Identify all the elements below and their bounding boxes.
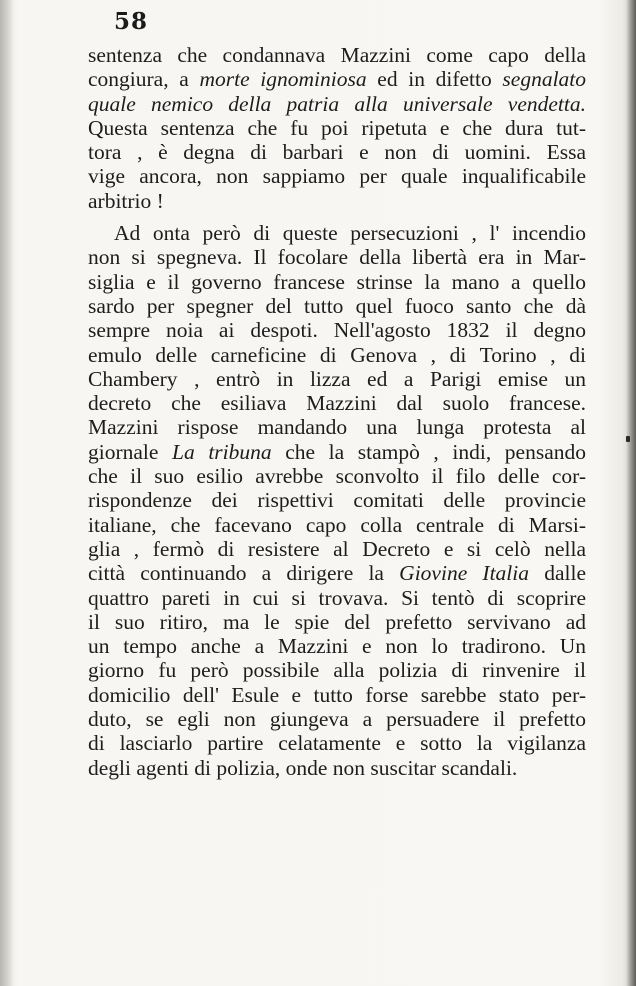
text-line [88, 756, 586, 780]
text-line [88, 683, 586, 707]
italic-text: segnalato [502, 67, 587, 92]
text-line [88, 189, 586, 213]
italic-text: La tribuna [172, 439, 272, 464]
text-line [88, 43, 586, 67]
text-run: sentenza che condannava Mazzini come capo della [88, 43, 586, 67]
text-line [88, 92, 586, 116]
text-run: giornale [88, 439, 173, 464]
paragraph [88, 221, 586, 780]
ink-speck [626, 436, 630, 442]
text-run: Questa sentenza che fu poi ripetuta e che dura tut- [88, 115, 586, 140]
text-line [88, 731, 586, 755]
text-line [88, 294, 586, 318]
text-run: duto, se egli non giungeva a persuadere il prefetto [88, 707, 586, 732]
text-line [88, 658, 586, 682]
text-run: che la stampò , indi, pensando [271, 439, 586, 464]
text-line [88, 610, 586, 634]
text-run: glia , fermò di resistere al Decreto e si celò nella [88, 536, 586, 561]
text-run: un tempo anche a Mazzini e non lo tradirono. Un [88, 634, 586, 659]
text-run: città continuando a dirigere la [88, 561, 400, 586]
page-number: 58 [114, 8, 149, 35]
text-run: Ad onta però di queste persecuzioni , l' incendio [114, 221, 586, 246]
text-run: decreto che esiliava Mazzini dal suolo francese. [88, 391, 586, 416]
text-line [88, 415, 586, 439]
text-run: siglia e il governo francese strinse la mano a quello [88, 269, 586, 294]
text-line [88, 440, 586, 464]
text-line [88, 343, 586, 367]
page-edge-shadow [626, 0, 636, 986]
text-line [88, 164, 586, 188]
italic-text: morte ignominiosa [199, 67, 367, 92]
italic-text: Giovine Italia [399, 561, 530, 586]
text-line [88, 67, 586, 91]
text-line [88, 634, 586, 658]
text-run: degli agenti di polizia, onde non suscitar scandali. [88, 755, 518, 780]
text-line [88, 513, 586, 537]
text-run: tora , è degna di barbari e non di uomini. Essa [88, 140, 586, 165]
text-run: di lasciarlo partire celatamente e sotto la vigilanza [88, 731, 586, 756]
text-run: il suo ritiro, ma le spie del prefetto servivano ad [88, 609, 586, 634]
text-run: domicilio dell' Esule e tutto forse sarebbe stato per- [88, 682, 586, 707]
text-run: arbitrio ! [88, 188, 164, 213]
text-line [88, 464, 586, 488]
paragraph-gap [88, 213, 586, 221]
text-line [88, 116, 586, 140]
text-run: dalle [529, 561, 586, 586]
text-run: quattro pareti in cui si trovava. Si tentò di scoprire [88, 585, 586, 610]
text-line [88, 318, 586, 342]
text-line [88, 561, 586, 585]
text-run: Chambery , entrò in lizza ed a Parigi emise un [88, 366, 586, 391]
text-line [88, 367, 586, 391]
text-run: emulo delle carneficine di Genova , di Torino , di [88, 342, 586, 367]
text-line [88, 488, 586, 512]
text-run: congiura, a [88, 67, 200, 92]
text-line [88, 221, 586, 245]
text-run: sardo per spegner del tutto quel fuoco santo che dà [88, 293, 586, 318]
text-run: Mazzini rispose mandando una lunga protesta al [88, 415, 586, 440]
italic-text: quale nemico della patria alla universale vendetta. [88, 91, 586, 116]
text-line [88, 245, 586, 269]
text-run: italiane, che facevano capo colla centrale di Marsi- [88, 512, 586, 537]
text-run: non si spegneva. Il focolare della libertà era in Mar- [88, 245, 586, 270]
text-line [88, 586, 586, 610]
paragraph [88, 43, 586, 213]
page-gutter-shadow [0, 0, 14, 986]
text-line [88, 140, 586, 164]
text-run: che il suo esilio avrebbe sconvolto il filo delle cor- [88, 464, 586, 489]
text-line [88, 537, 586, 561]
body-text [88, 43, 586, 780]
text-run: vige ancora, non sappiamo per quale inqualificabile [88, 164, 586, 189]
text-line [88, 391, 586, 415]
text-line [88, 270, 586, 294]
text-line [88, 707, 586, 731]
text-run: giorno fu però possibile alla polizia di rinvenire il [88, 658, 586, 683]
text-run: sempre noia ai despoti. Nell'agosto 1832 il degno [88, 318, 586, 343]
text-run: ed in difetto [366, 67, 503, 92]
text-run: rispondenze dei rispettivi comitati delle provincie [88, 488, 586, 513]
